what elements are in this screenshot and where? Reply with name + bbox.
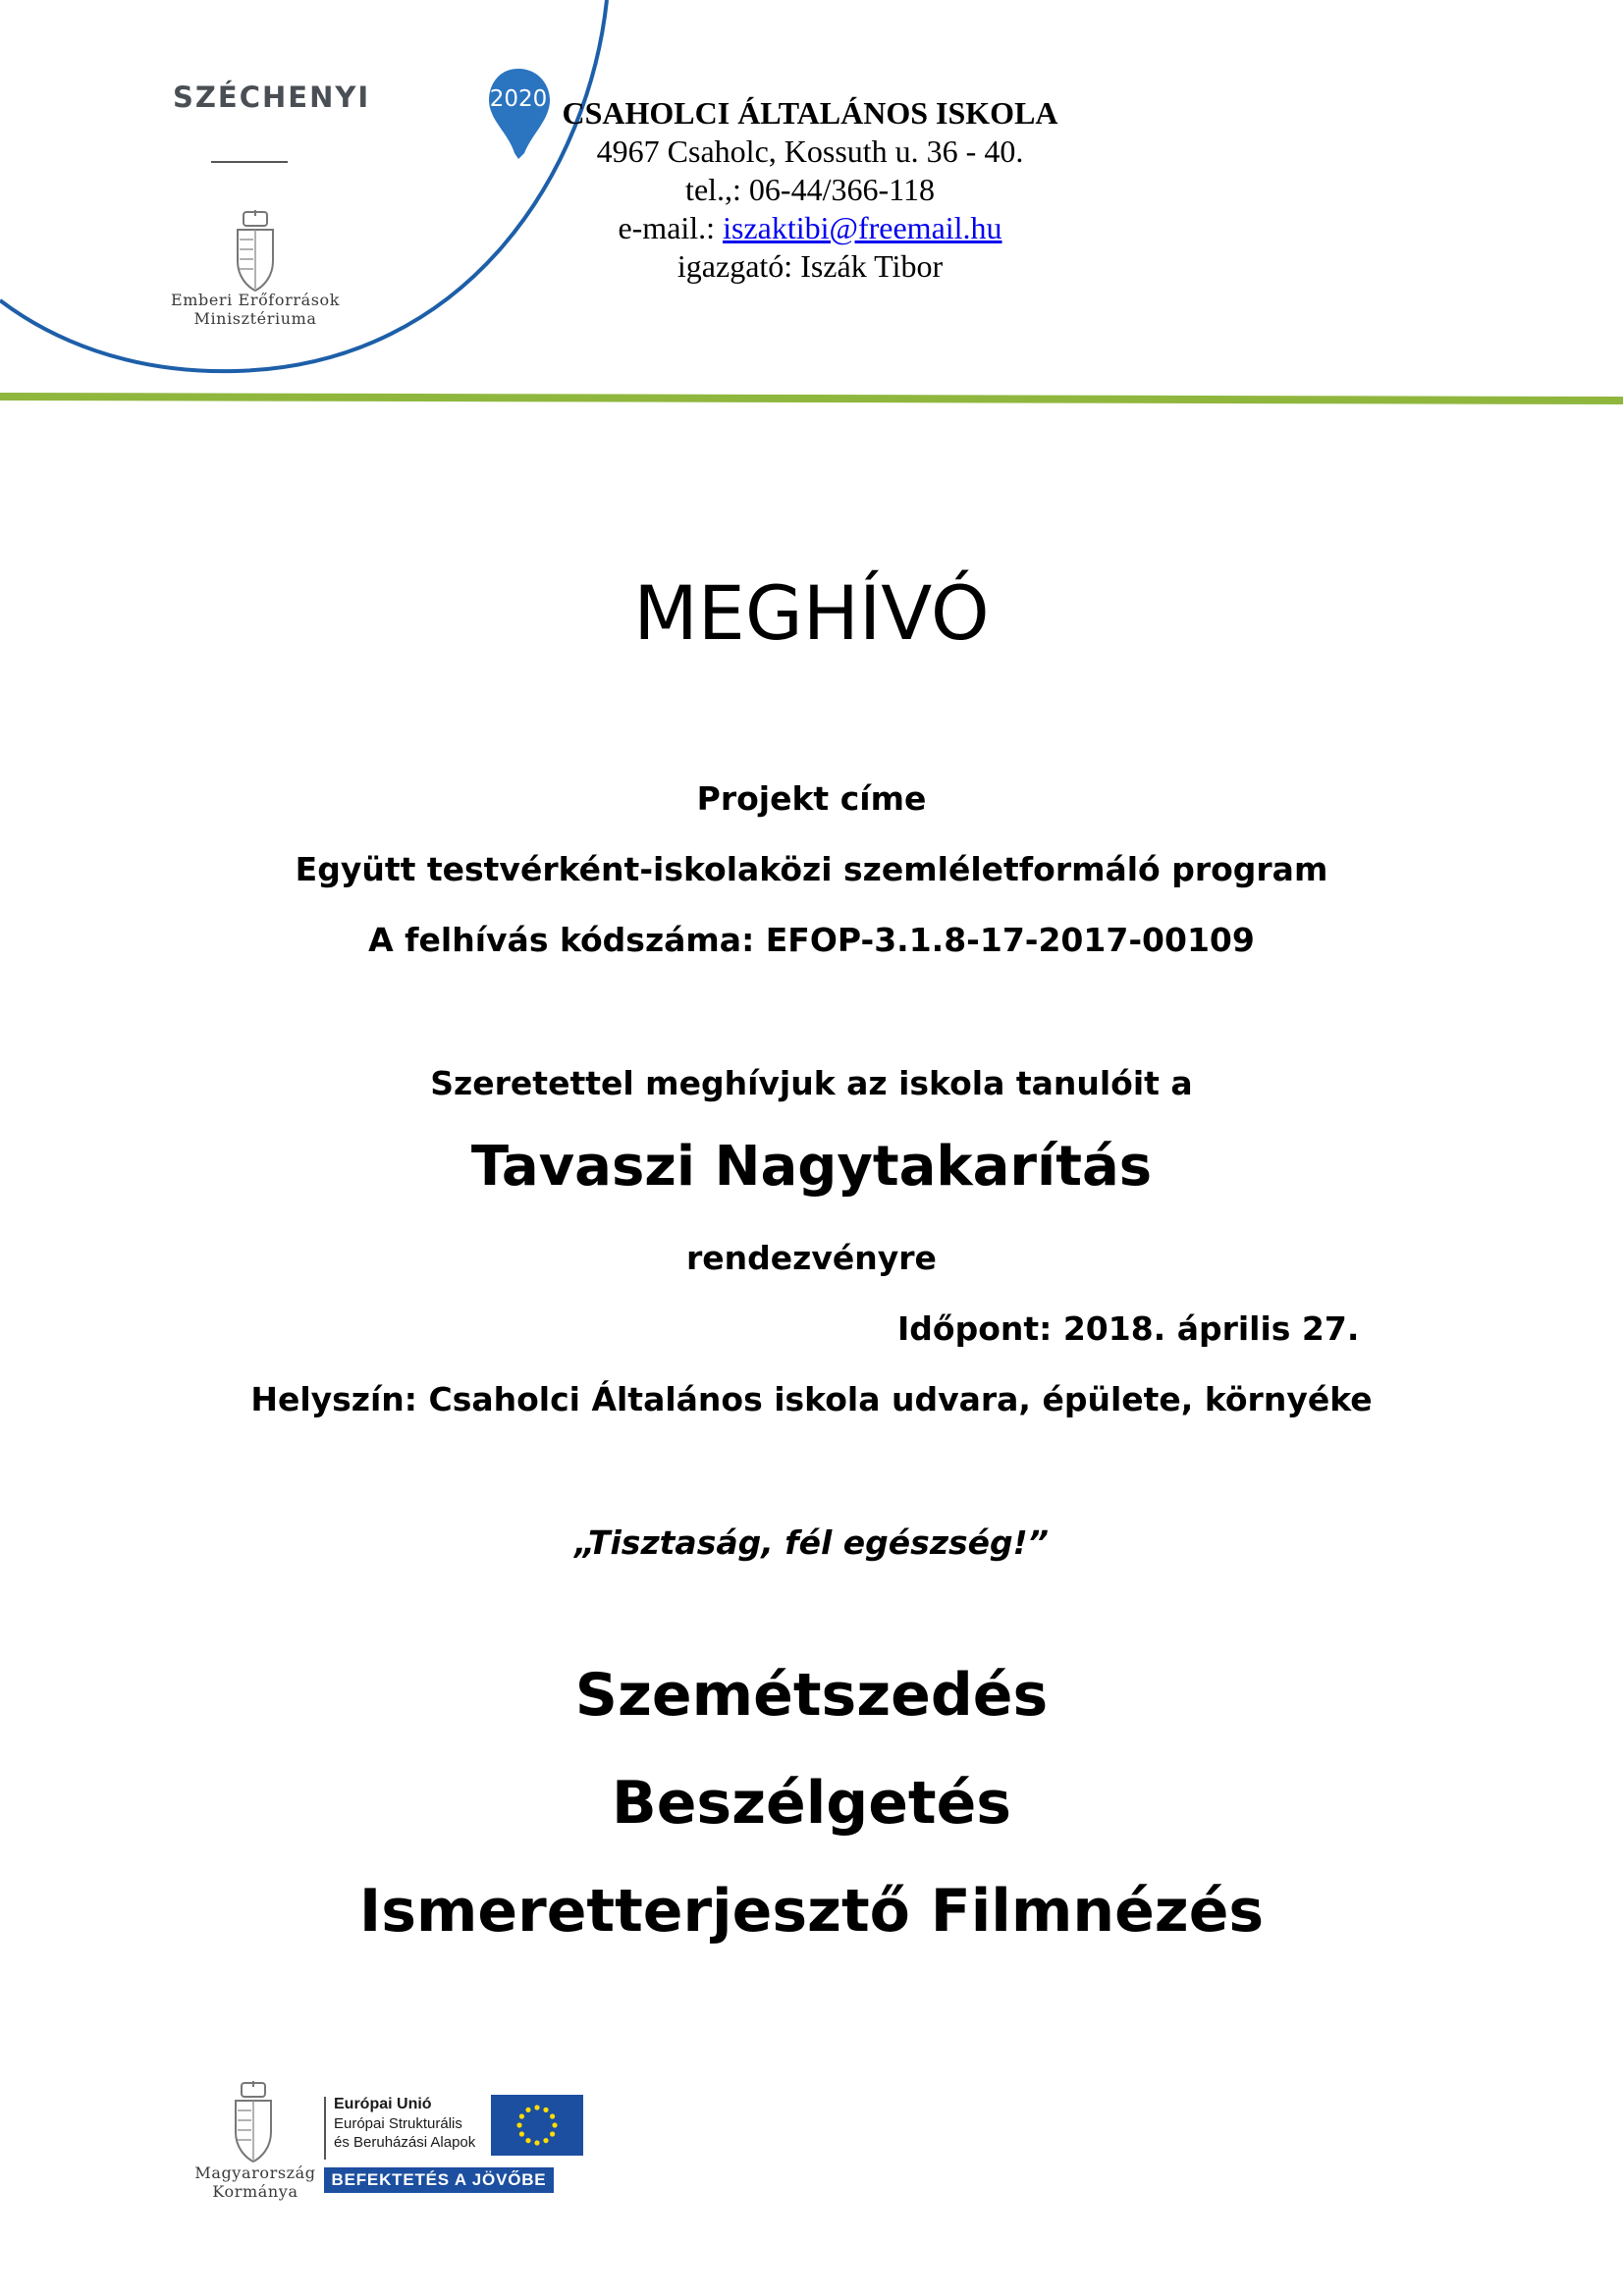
- project-title: Együtt testvérként-iskolaközi szemléletformáló program: [295, 850, 1328, 888]
- call-code: A felhívás kódszáma: EFOP-3.1.8-17-2017-00109: [368, 921, 1255, 959]
- eu-divider: [324, 2097, 326, 2160]
- eu-text: [334, 2095, 475, 2152]
- email-label: e-mail.:: [618, 210, 724, 245]
- school-address: 4967 Csaholc, Kossuth u. 36 - 40.: [596, 133, 1024, 169]
- hungarian-coat-of-arms-icon: [230, 2081, 277, 2163]
- phone-label: tel.,:: [685, 172, 749, 207]
- header-rule: [0, 393, 1623, 404]
- eu-slogan: BEFEKTETÉS A JÖVŐBE: [324, 2167, 554, 2193]
- school-header: [530, 94, 1090, 286]
- school-name: CSAHOLCI ÁLTALÁNOS ISKOLA: [562, 95, 1058, 131]
- eu-fund-line: és Beruházási Alapok: [334, 2134, 476, 2151]
- logo-divider: [211, 161, 288, 163]
- program-year: 2020: [489, 86, 548, 112]
- school-phone-line: [530, 171, 1090, 209]
- program-name: SZÉCHENYI: [173, 80, 371, 114]
- eu-fund-line: Európai Strukturális: [334, 2115, 462, 2132]
- event-name: Tavaszi Nagytakarítás: [470, 1135, 1153, 1199]
- activity-item: Szemétszedés: [574, 1661, 1049, 1730]
- eu-flag-icon: [491, 2095, 583, 2156]
- school-email-line: [530, 209, 1090, 247]
- event-motto: „Tisztaság, fél egészség!”: [574, 1523, 1049, 1562]
- event-suffix: rendezvényre: [686, 1239, 937, 1277]
- invite-text: Szeretettel meghívjuk az iskola tanulóit a: [430, 1064, 1193, 1102]
- activity-item: Beszélgetés: [611, 1769, 1012, 1838]
- ministry-name: Emberi Erőforrások Minisztériuma: [170, 291, 341, 328]
- event-venue: Helyszín: Csaholci Általános iskola udvara, épülete, környéke: [250, 1380, 1373, 1418]
- hungarian-coat-of-arms-icon: [232, 210, 279, 293]
- project-label: Projekt címe: [696, 779, 927, 818]
- eu-title: Európai Unió: [334, 2096, 432, 2112]
- event-date: Időpont: 2018. április 27.: [897, 1309, 1360, 1348]
- activity-item: Ismeretterjesztő Filmnézés: [358, 1877, 1265, 1946]
- government-label: Magyarország Kormánya: [194, 2163, 316, 2201]
- page-title: MEGHÍVÓ: [633, 569, 990, 657]
- school-email-link[interactable]: iszaktibi@freemail.hu: [723, 210, 1002, 245]
- school-phone: 06-44/366-118: [748, 172, 935, 207]
- school-principal: igazgató: Iszák Tibor: [676, 248, 944, 284]
